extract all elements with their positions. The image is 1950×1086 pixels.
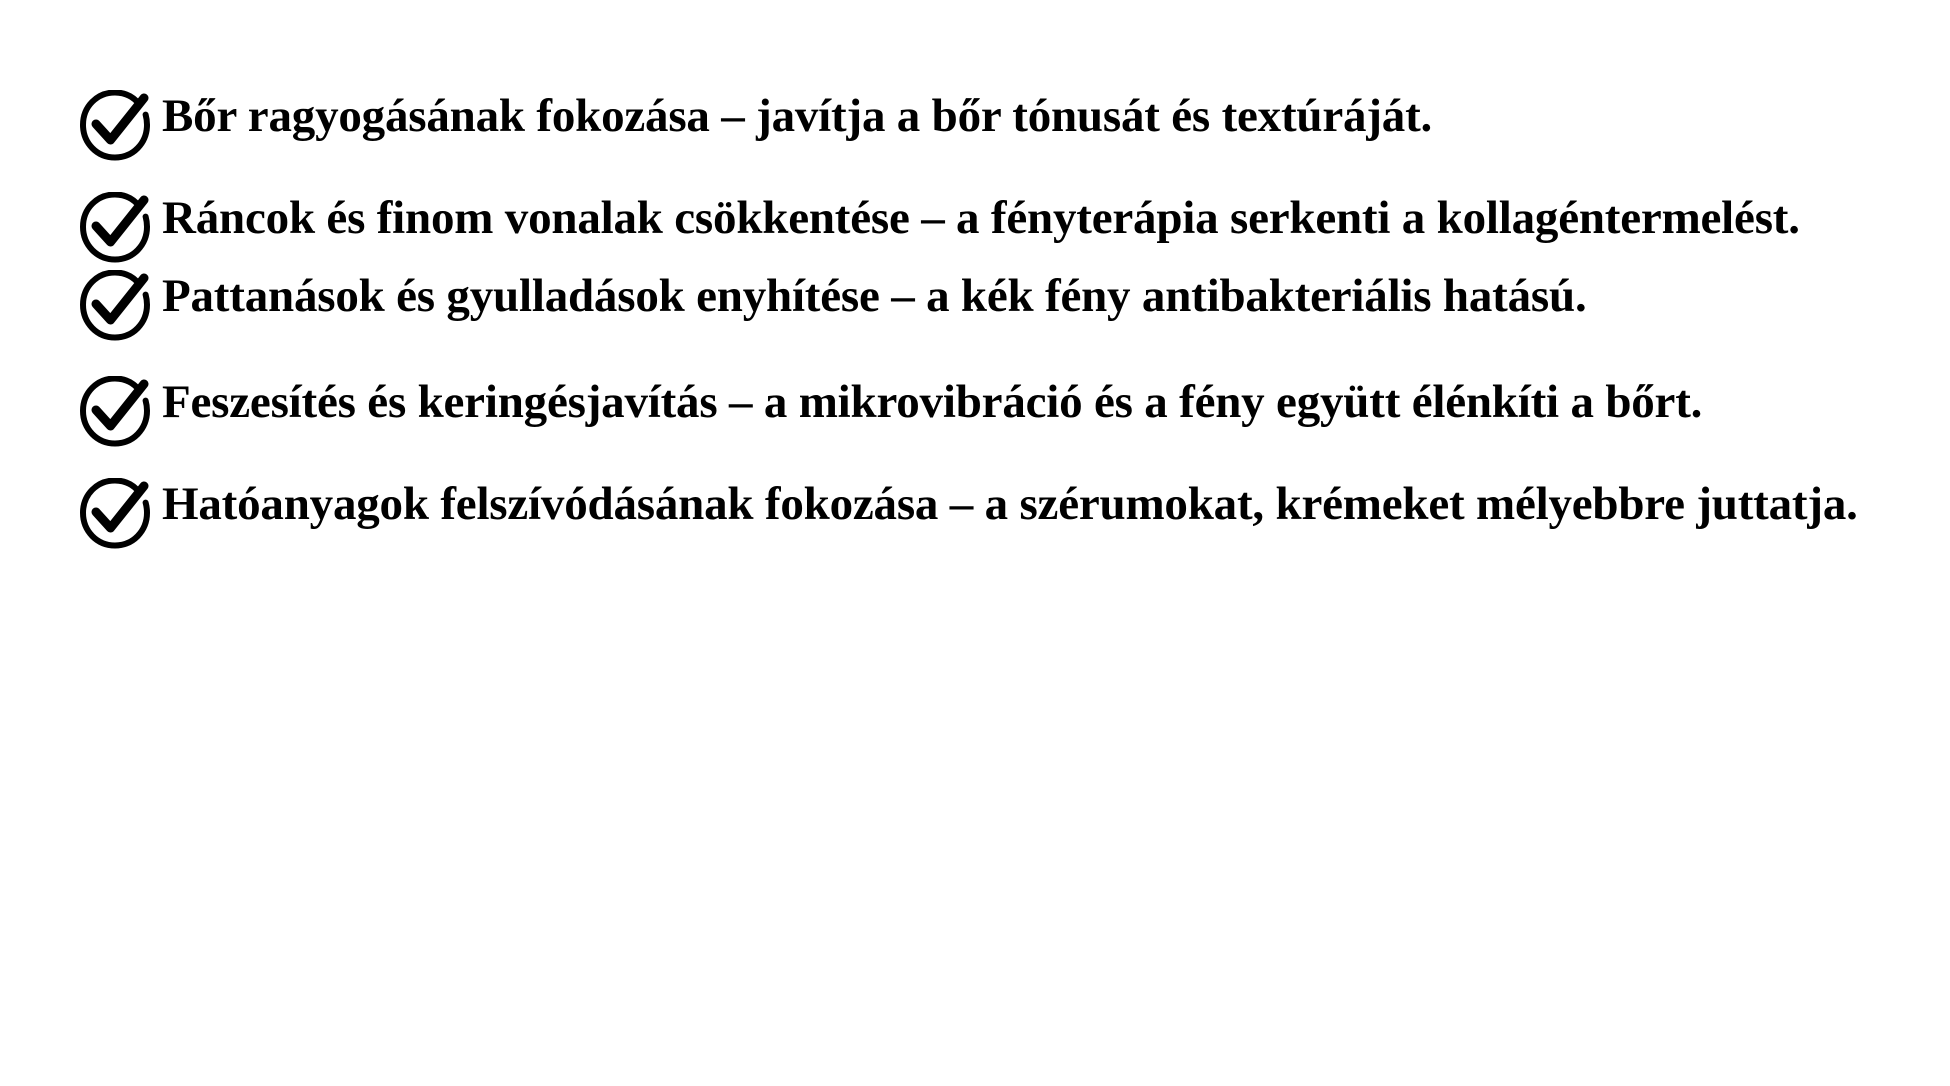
check-circle-icon (78, 478, 152, 552)
check-circle-icon (78, 376, 152, 450)
list-item-text: Ráncok és finom vonalak csökkentése – a fényterápia serkenti a kollagéntermelést. (162, 192, 1800, 244)
list-item-text: Bőr ragyogásának fokozása – javítja a bőr tónusát és textúráját. (162, 90, 1433, 142)
list-item (78, 268, 1910, 344)
list-item-text: Hatóanyagok felszívódásának fokozása – a szérumokat, krémeket mélyebbre juttatja. (162, 478, 1858, 530)
benefits-list (78, 88, 1910, 552)
check-circle-icon (78, 270, 152, 344)
list-item (78, 88, 1910, 164)
list-item-text: Pattanások és gyulladások enyhítése – a kék fény antibakteriális hatású. (162, 270, 1587, 322)
list-item-text: Feszesítés és keringésjavítás – a mikrovibráció és a fény együtt élénkíti a bőrt. (162, 376, 1703, 428)
check-circle-icon (78, 192, 152, 266)
check-circle-icon (78, 90, 152, 164)
list-item (78, 374, 1910, 450)
list-item (78, 190, 1910, 266)
list-item (78, 476, 1910, 552)
